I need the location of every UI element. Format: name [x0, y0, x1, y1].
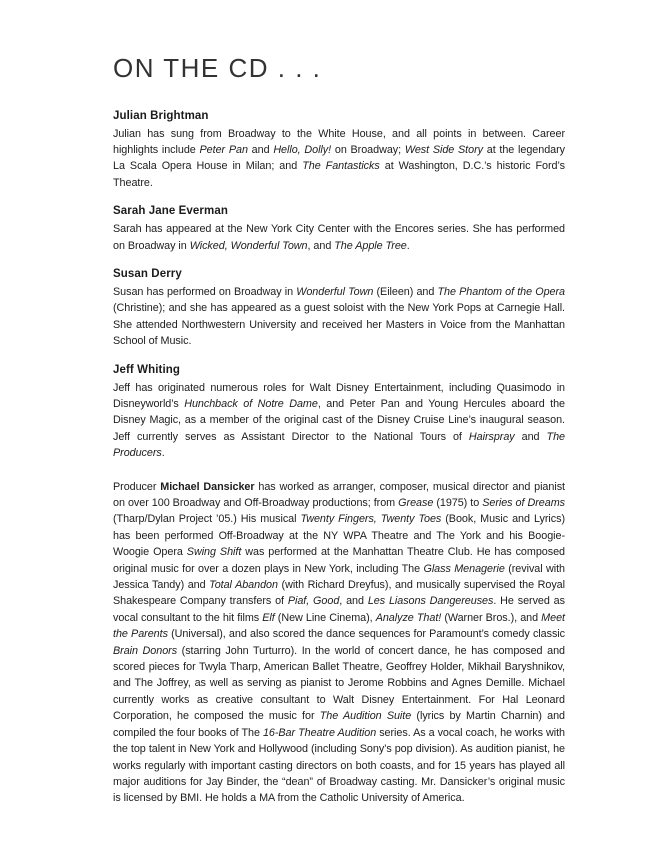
text-segment: Hello, Dolly!	[273, 143, 332, 156]
text-segment: Grease	[398, 497, 434, 509]
text-segment: Piaf, Good	[287, 595, 340, 608]
text-segment: (starring John Turturro). In the world of concert dance, he has composed and scored pieces for Twyla Tharp, American Ballet Theatre, Geoffrey Holder, Mikhail Baryshnikov, and The Joffrey, as well as serving as pianist to Jerome Robbins and Agnes Demille. Michael currently works as creative consultant to Walt Disney Entertainment. For Hal Leonard Corporation, he composed the music for	[113, 644, 565, 723]
text-segment: was performed at the Manhattan Theatre Club. He has composed original music for over a dozen plays in New York, including The	[113, 546, 566, 575]
text-segment: (Christine); and she has appeared as a guest soloist with the New York Pops at Carnegie Hall. She attended Northwestern University and received her Masters in Voice from the Manhattan School of Music.	[113, 302, 565, 348]
text-segment: (revival with Jessica Tandy) and	[113, 562, 565, 592]
text-segment: and	[514, 430, 547, 443]
text-segment: Total Abandon	[209, 579, 278, 592]
bio-paragraph	[113, 380, 565, 462]
bio-section-3	[113, 267, 565, 350]
text-segment: Series of Dreams	[482, 497, 565, 509]
bio-heading: Susan Derry	[113, 267, 182, 280]
text-segment: The Fantasticks	[302, 160, 380, 173]
text-segment: (Warner Bros.), and	[441, 611, 542, 624]
bio-paragraph	[113, 221, 565, 254]
text-segment: Les Liasons Dangereuses	[367, 595, 494, 608]
bio-heading: Jeff Whiting	[113, 363, 180, 376]
text-segment: (Tharp/Dylan Project ’05.) His musical	[113, 513, 301, 526]
text-segment: Jeff has originated numerous roles for Walt Disney Entertainment, including Quasimodo in Disneyworld’s	[113, 381, 565, 410]
text-segment: (New Line Cinema),	[274, 611, 376, 624]
text-segment: Glass Menagerie	[423, 562, 505, 575]
bio-heading: Sarah Jane Everman	[113, 205, 228, 218]
text-segment: Hunchback of Notre Dame	[184, 397, 318, 410]
text-segment: West Side Story	[404, 143, 483, 156]
bio-heading: Julian Brightman	[113, 109, 209, 122]
text-segment: Hairspray	[468, 430, 515, 443]
text-segment: Brain Donors	[113, 644, 178, 657]
bio-paragraph	[113, 479, 565, 807]
bio-section-4	[113, 363, 565, 462]
text-segment: The Apple Tree	[334, 239, 407, 252]
text-segment: Wonderful Town	[296, 285, 374, 298]
text-segment: , and	[307, 239, 335, 252]
text-segment: Wicked, Wonderful Town	[189, 239, 308, 252]
text-segment: series. As a vocal coach, he works with the top talent in New York and Hollywood (including Sony’s pop division). As audition pianist, he works regularly with important casting directors on both coasts, and for 15 years has played all major auditions for Jay Binder, the “dean” of Broadway casting. Mr. Dansicker’s original music is licensed by BMI. He holds a MA from the Catholic University of America.	[113, 726, 565, 805]
text-segment: has worked as arranger, composer, musical director and pianist on over 100 Broadway and Off-Broadway productions; from	[113, 480, 565, 509]
text-segment: Julian has sung from Broadway to the White House, and all points in between. Career highlights include	[113, 127, 565, 156]
text-segment: Elf	[262, 611, 275, 624]
text-segment: The Phantom of the Opera	[437, 285, 566, 298]
bio-paragraph	[113, 126, 565, 192]
text-segment: Analyze That!	[375, 611, 442, 624]
bio-section-5	[113, 479, 565, 807]
text-segment: and	[247, 143, 274, 156]
bio-section-2	[113, 204, 565, 254]
text-segment: (with Richard Dreyfus), and musically supervised the Royal Shakespeare Company transfers of	[113, 579, 565, 608]
text-segment: on Broadway;	[331, 143, 405, 156]
text-segment: 16-Bar Theatre Audition	[262, 726, 377, 739]
text-segment: The Audition Suite	[319, 710, 412, 723]
text-segment: (Book, Music and Lyrics) has been performed Off-Broadway at the NY WPA Theatre and The York and his Boogie-Woogie Opera	[113, 513, 565, 559]
text-segment: , and Peter Pan and Young Hercules aboard the Disney Magic, as a member of the original cast of the Disney Cruise Line’s inaugural season. Jeff currently serves as Assistant Director to the National Tours of	[113, 397, 565, 443]
text-segment: .	[161, 447, 165, 460]
text-segment: Meet the Parents	[113, 611, 565, 641]
text-segment: Peter Pan	[199, 143, 248, 156]
text-segment: Producer	[113, 480, 161, 493]
text-segment: . He served as vocal consultant to the hit films	[113, 595, 565, 624]
text-segment: at Washington, D.C.’s historic Ford’s Theatre.	[113, 160, 565, 189]
text-segment: Twenty Fingers, Twenty Toes	[300, 513, 442, 526]
text-segment: Swing Shift	[186, 546, 242, 559]
text-segment: Sarah has appeared at the New York City Center with the Encores series. She has performed on Broadway in	[113, 223, 565, 252]
text-segment: Michael Dansicker	[160, 480, 255, 493]
text-segment: , and	[339, 595, 368, 608]
text-segment: (lyrics by Martin Charnin) and compiled the four books of The	[113, 710, 566, 739]
text-segment: (1975) to	[433, 497, 483, 509]
bio-section-1	[113, 109, 565, 192]
text-segment: (Universal), and also scored the dance sequences for Paramount’s comedy classic	[167, 628, 565, 641]
bio-paragraph	[113, 284, 565, 350]
text-segment: .	[406, 239, 410, 252]
page-title: ON THE CD . . .	[113, 53, 322, 83]
bio-sections	[113, 109, 565, 807]
text-segment: Susan has performed on Broadway in	[113, 285, 297, 298]
text-segment: at the legendary La Scala Opera House in Milan; and	[113, 143, 566, 173]
text-segment: (Eileen) and	[373, 285, 438, 298]
text-segment: The Producers	[113, 430, 565, 460]
